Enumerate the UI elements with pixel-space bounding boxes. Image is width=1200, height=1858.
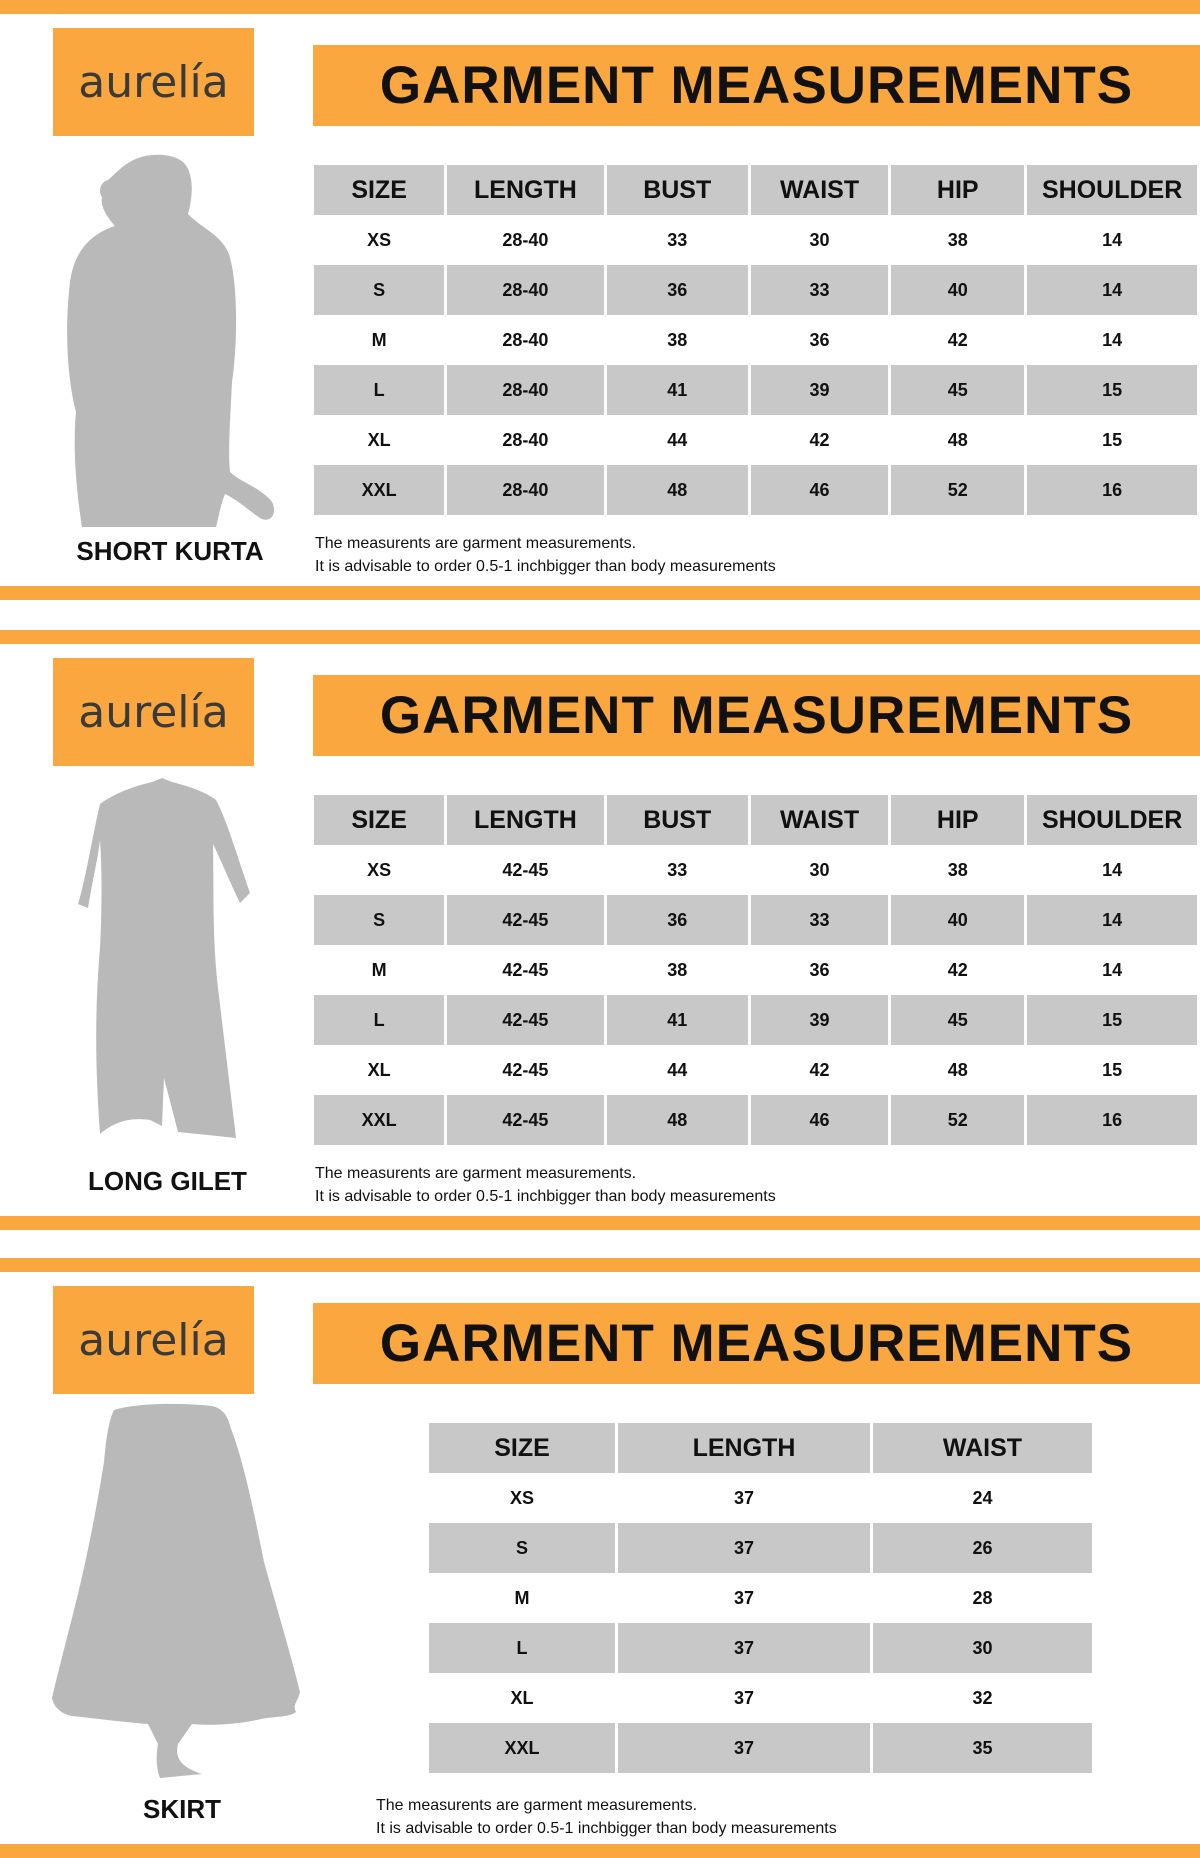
table-cell: 28: [972, 1587, 993, 1608]
note-line: The measurents are garment measurements.: [376, 1797, 698, 1814]
title-banner: [313, 1303, 1200, 1384]
short-kurta-silhouette-icon: [60, 152, 280, 527]
table-cell: 33: [667, 229, 688, 250]
table-cell: 37: [618, 1723, 870, 1773]
table-row: [314, 1095, 1197, 1145]
table-cell: 16: [1027, 1095, 1197, 1145]
title-banner: [313, 675, 1200, 756]
brand-name: aurelía: [78, 1314, 229, 1366]
table-cell: 37: [733, 1687, 755, 1708]
bottom-stripe: [0, 1844, 1200, 1858]
garment-name: LONG GILET: [88, 1166, 247, 1196]
long-gilet-silhouette-icon: [78, 778, 253, 1143]
table-cell: 46: [751, 465, 888, 515]
table-cell: 15: [1102, 1059, 1123, 1080]
table-row: [314, 465, 1197, 515]
table-cell: 15: [1027, 995, 1197, 1045]
table-cell: 52: [891, 465, 1024, 515]
column-header: LENGTH: [447, 795, 603, 845]
title-banner: [313, 45, 1200, 126]
table-cell: 42-45: [502, 859, 549, 880]
column-header: SIZE: [429, 1423, 615, 1473]
column-header: SIZE: [314, 165, 444, 215]
section-long-gilet: [0, 630, 1200, 1216]
table-cell: 45: [891, 365, 1024, 415]
table-row: [429, 1673, 1092, 1723]
table-cell: 41: [607, 365, 748, 415]
table-cell: 35: [873, 1723, 1092, 1773]
table-cell: 28-40: [447, 265, 603, 315]
table-row: [314, 995, 1197, 1045]
note-line: The measurents are garment measurements.: [315, 535, 637, 552]
table-cell: 16: [1027, 465, 1197, 515]
table-cell: 30: [809, 229, 830, 250]
table-cell: XS: [509, 1487, 534, 1508]
column-header: BUST: [607, 165, 748, 215]
table-cell: 14: [1102, 859, 1123, 880]
table-row: [314, 945, 1197, 995]
table-cell: 26: [873, 1523, 1092, 1573]
table-cell: 40: [891, 895, 1024, 945]
brand-name: aurelía: [78, 686, 229, 738]
divider-stripe: [0, 586, 1200, 600]
table-cell: 52: [891, 1095, 1024, 1145]
table-cell: XL: [367, 1059, 391, 1080]
table-cell: 41: [607, 995, 748, 1045]
column-header: HIP: [891, 165, 1024, 215]
table-cell: S: [429, 1523, 615, 1573]
column-header: LENGTH: [618, 1423, 870, 1473]
table-cell: 42: [947, 329, 968, 350]
table-cell: 46: [751, 1095, 888, 1145]
column-header: SHOULDER: [1027, 165, 1197, 215]
table-cell: 14: [1102, 329, 1123, 350]
measurement-note: [376, 1794, 837, 1840]
note-line: The measurents are garment measurements.: [315, 1165, 637, 1182]
table-cell: 42-45: [502, 1059, 549, 1080]
table-cell: 48: [607, 1095, 748, 1145]
table-cell: M: [371, 959, 387, 980]
skirt-silhouette-icon: [52, 1402, 302, 1782]
table-cell: XS: [367, 229, 392, 250]
table-cell: S: [314, 265, 444, 315]
column-header: SHOULDER: [1027, 795, 1197, 845]
column-header: LENGTH: [447, 165, 603, 215]
table-cell: 33: [751, 265, 888, 315]
divider-stripe: [0, 1216, 1200, 1230]
column-header: HIP: [891, 795, 1024, 845]
garment-name: SHORT KURTA: [76, 536, 264, 566]
table-cell: 33: [667, 859, 688, 880]
column-header: SIZE: [314, 795, 444, 845]
table-row: [314, 215, 1197, 265]
table-header-row: [314, 165, 1197, 215]
table-cell: 42-45: [502, 959, 549, 980]
table-cell: 48: [947, 429, 968, 450]
table-cell: 14: [1027, 265, 1197, 315]
table-cell: M: [371, 329, 387, 350]
table-cell: M: [514, 1587, 530, 1608]
note-line: It is advisable to order 0.5-1 inchbigger than body measurements: [376, 1820, 837, 1837]
brand-name: aurelía: [78, 56, 229, 108]
table-row: [314, 365, 1197, 415]
table-cell: 28-40: [447, 465, 603, 515]
table-row: [429, 1473, 1092, 1523]
table-cell: 42: [809, 429, 830, 450]
table-cell: 39: [751, 995, 888, 1045]
table-cell: 28-40: [502, 429, 549, 450]
measurement-table: [311, 165, 1200, 515]
measurement-note: [315, 1162, 776, 1208]
table-cell: 38: [667, 329, 688, 350]
table-cell: 37: [733, 1587, 755, 1608]
table-row: [429, 1723, 1092, 1773]
note-line: It is advisable to order 0.5-1 inchbigger than body measurements: [315, 1188, 776, 1205]
table-cell: XL: [510, 1687, 534, 1708]
table-cell: 37: [733, 1487, 755, 1508]
table-cell: L: [429, 1623, 615, 1673]
table-cell: 48: [607, 465, 748, 515]
table-cell: XXL: [314, 465, 444, 515]
table-cell: 14: [1027, 895, 1197, 945]
table-cell: 36: [607, 265, 748, 315]
table-cell: XXL: [429, 1723, 615, 1773]
column-header: WAIST: [873, 1423, 1092, 1473]
table-row: [314, 1045, 1197, 1095]
table-cell: 44: [667, 1059, 688, 1080]
column-header: BUST: [607, 795, 748, 845]
table-row: [314, 315, 1197, 365]
table-cell: 28-40: [502, 229, 549, 250]
table-cell: 15: [1027, 365, 1197, 415]
table-header-row: [314, 795, 1197, 845]
table-row: [429, 1573, 1092, 1623]
table-cell: 32: [972, 1687, 993, 1708]
table-cell: L: [314, 365, 444, 415]
table-cell: 14: [1102, 959, 1123, 980]
table-cell: 37: [618, 1623, 870, 1673]
table-cell: 48: [947, 1059, 968, 1080]
table-cell: 38: [947, 859, 968, 880]
table-cell: 44: [667, 429, 688, 450]
note-line: It is advisable to order 0.5-1 inchbigger than body measurements: [315, 558, 776, 575]
table-cell: 40: [891, 265, 1024, 315]
table-cell: 38: [667, 959, 688, 980]
section-skirt: [0, 1258, 1200, 1844]
brand-logo: [53, 658, 254, 766]
table-cell: 30: [809, 859, 830, 880]
table-cell: 42: [809, 1059, 830, 1080]
table-header-row: [429, 1423, 1092, 1473]
table-cell: 14: [1102, 229, 1123, 250]
table-cell: XXL: [314, 1095, 444, 1145]
table-cell: 36: [607, 895, 748, 945]
table-cell: S: [314, 895, 444, 945]
table-cell: 37: [618, 1523, 870, 1573]
table-row: [314, 265, 1197, 315]
table-cell: 42: [947, 959, 968, 980]
brand-logo: [53, 1286, 254, 1394]
brand-logo: [53, 28, 254, 136]
page-title: GARMENT MEASUREMENTS: [379, 56, 1134, 115]
table-row: [314, 845, 1197, 895]
table-cell: 36: [809, 959, 830, 980]
measurement-note: [315, 532, 776, 578]
table-cell: L: [314, 995, 444, 1045]
page-title: GARMENT MEASUREMENTS: [379, 686, 1134, 745]
table-row: [314, 895, 1197, 945]
table-row: [429, 1523, 1092, 1573]
table-cell: XL: [367, 429, 391, 450]
table-cell: XS: [367, 859, 392, 880]
table-cell: 28-40: [502, 329, 549, 350]
table-cell: 42-45: [447, 895, 603, 945]
table-cell: 28-40: [447, 365, 603, 415]
table-cell: 45: [891, 995, 1024, 1045]
measurement-table: [426, 1423, 1095, 1773]
table-cell: 24: [972, 1487, 993, 1508]
table-cell: 30: [873, 1623, 1092, 1673]
table-cell: 42-45: [447, 995, 603, 1045]
section-short-kurta: [0, 0, 1200, 586]
table-cell: 42-45: [447, 1095, 603, 1145]
table-row: [429, 1623, 1092, 1673]
garment-name: SKIRT: [143, 1794, 221, 1824]
table-cell: 15: [1102, 429, 1123, 450]
measurement-table: [311, 795, 1200, 1145]
table-cell: 36: [809, 329, 830, 350]
table-cell: 39: [751, 365, 888, 415]
column-header: WAIST: [751, 165, 888, 215]
table-row: [314, 415, 1197, 465]
table-cell: 38: [947, 229, 968, 250]
table-cell: 33: [751, 895, 888, 945]
page-title: GARMENT MEASUREMENTS: [379, 1314, 1134, 1373]
column-header: WAIST: [751, 795, 888, 845]
